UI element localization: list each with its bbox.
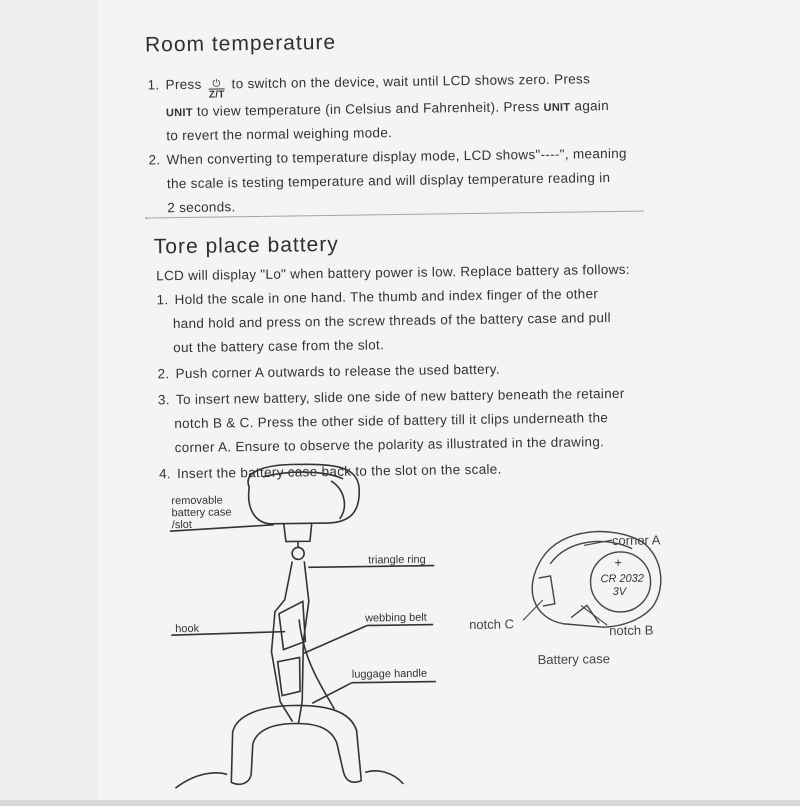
converting-text: When converting to temperature display mode, LCD shows"----", meaning	[166, 145, 627, 168]
corner-a-label: corner A	[611, 532, 661, 549]
room-step-2-line-2: the scale is testing temperature and will display temperature reading in	[166, 170, 611, 192]
push-corner-text: Push corner A outwards to release the used battery.	[175, 361, 500, 382]
hook-label: hook	[175, 622, 200, 636]
notch-b-label: notch B	[609, 622, 654, 639]
webbing-belt-label: webbing belt	[364, 611, 427, 625]
coin-model-label: CR 2032	[600, 572, 645, 586]
removable-label-line-2: battery case	[171, 506, 232, 520]
battery-case-label: Battery case	[537, 651, 611, 668]
unit-key-label: UNIT	[165, 106, 193, 120]
hook-tab	[278, 657, 301, 695]
step-number: 2.	[148, 152, 161, 168]
hook-clip	[279, 601, 306, 649]
room-temperature-heading: Room temperature	[144, 30, 337, 57]
room-step-1-line-3: to revert the normal weighing mode.	[166, 125, 393, 144]
battery-step-3-line-2: notch B & C. Press the other side of battery till it clips underneath the	[174, 410, 609, 432]
view-temperature-text: to view temperature (in Celsius and Fahrenheit). Press	[196, 99, 540, 119]
insert-battery-text: To insert new battery, slide one side of new battery beneath the retainer	[175, 385, 625, 408]
scale-neck	[284, 523, 312, 541]
webbing-callout-line	[367, 625, 433, 626]
luggage-handle	[230, 705, 361, 785]
step-number: 4.	[158, 466, 171, 482]
hold-scale-text: Hold the scale in one hand. The thumb and index finger of the other	[174, 286, 599, 308]
unit-key-label-2: UNIT	[543, 101, 571, 114]
battery-intro: LCD will display "Lo" when battery power is low. Replace battery as follows:	[156, 261, 630, 284]
battery-step-1-line-3: out the battery case from the slot.	[173, 337, 385, 356]
step-number: 1.	[147, 77, 160, 93]
luggage-callout-line	[352, 682, 436, 683]
step-number: 3.	[157, 392, 170, 408]
switch-on-text: to switch on the device, wait until LCD shows zero. Press	[231, 71, 591, 92]
notch-c-label: notch C	[469, 616, 515, 633]
battery-step-1-line-2: hand hold and press on the screw threads of the battery case and pull	[172, 310, 611, 332]
power-icon: ⏻	[212, 78, 221, 90]
removable-label-line-1: removable	[171, 494, 223, 508]
room-step-2-line-3: 2 seconds.	[167, 199, 236, 216]
removable-label-line-3: /slot	[171, 518, 192, 532]
press-word: Press	[165, 76, 202, 93]
insert-case-text: Insert the battery case back to the slot on the scale.	[176, 461, 502, 482]
battery-heading: Tore place battery	[153, 232, 339, 259]
scale-head-top-curve	[263, 472, 343, 480]
again-text: again	[574, 98, 610, 114]
scale-head-side-curve	[331, 481, 344, 519]
triangle-ring-label: triangle ring	[368, 553, 426, 567]
luggage-handle-label: luggage handle	[351, 667, 428, 681]
swivel-ring	[292, 547, 304, 559]
battery-step-3-line-3: corner A. Ensure to observe the polarity as illustrated in the drawing.	[174, 434, 605, 456]
coin-voltage-label: 3V	[612, 585, 627, 599]
zero-tare-label: Z/T	[208, 89, 225, 101]
step-number: 1.	[156, 292, 169, 308]
coin-plus-sign: +	[614, 554, 622, 571]
step-number: 2.	[157, 366, 170, 382]
